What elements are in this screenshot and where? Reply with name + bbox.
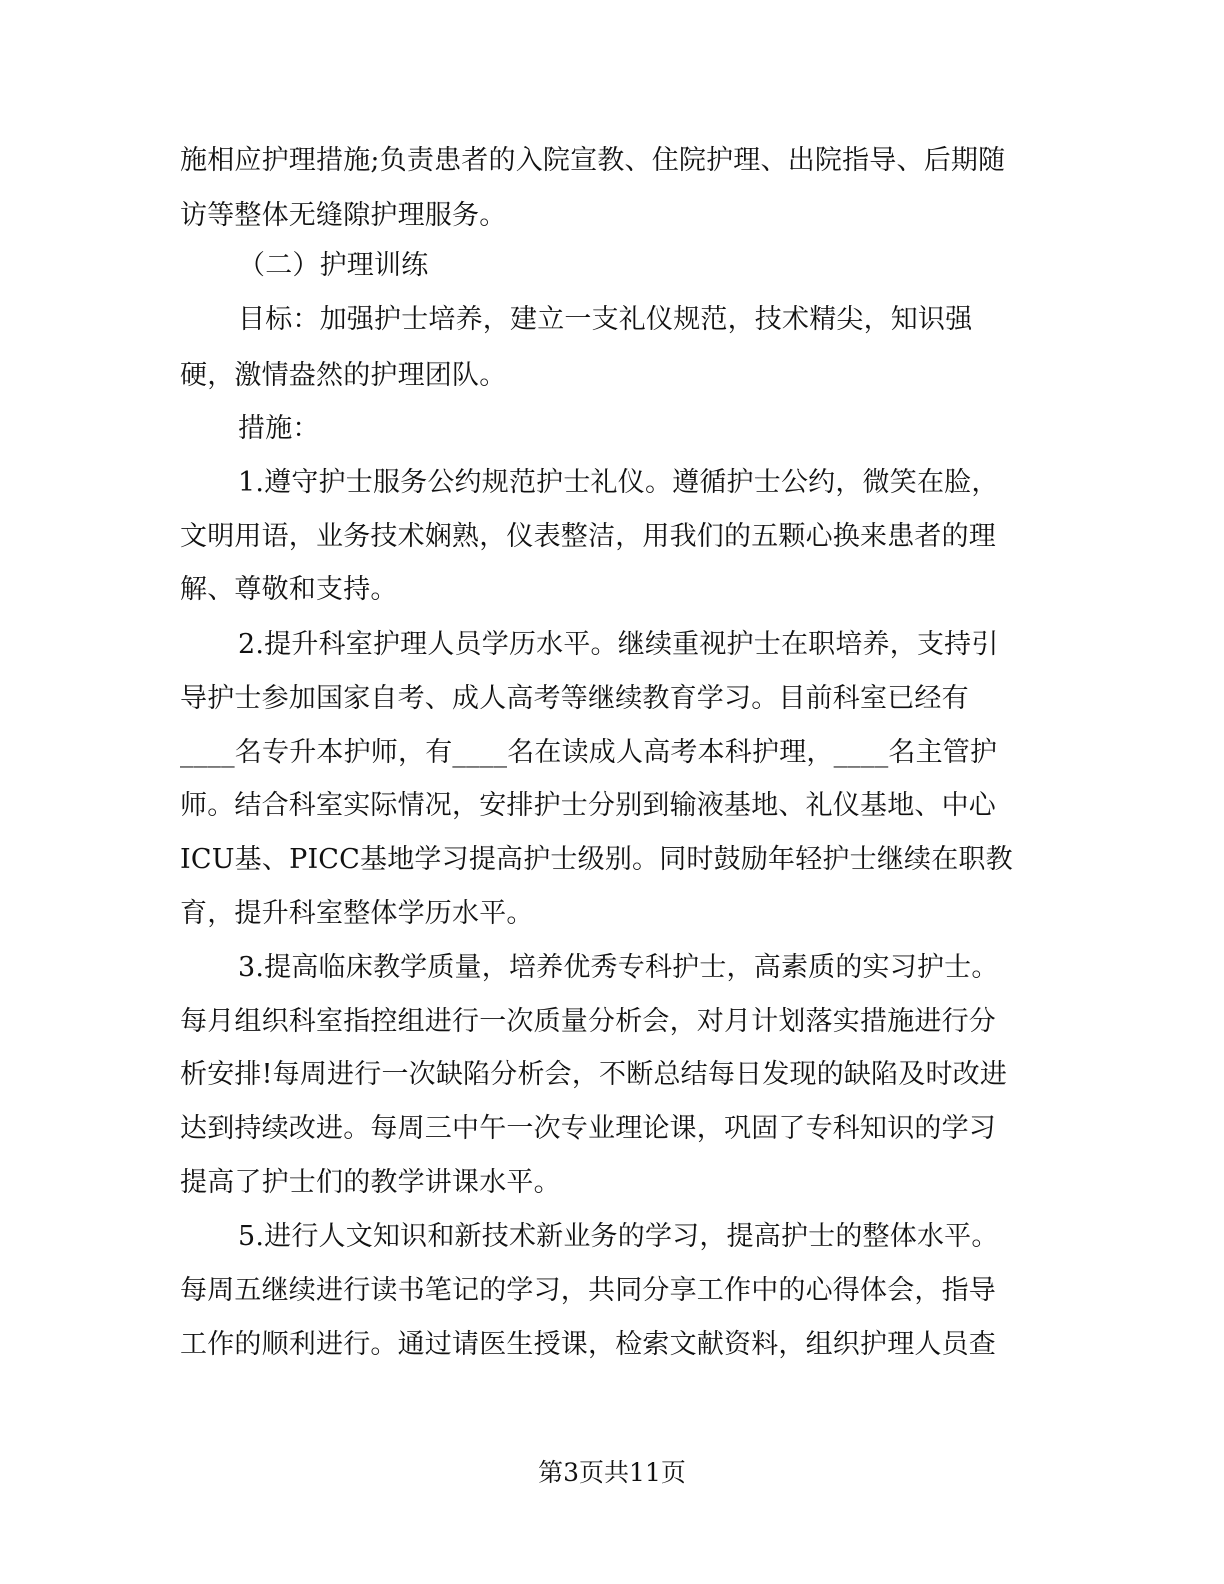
text-line: ICU基、PICC基地学习提高护士级别。同时鼓励年轻护士继续在职教 bbox=[180, 844, 1013, 875]
text-line: 师。结合科室实际情况，安排护士分别到输液基地、礼仪基地、中心 bbox=[180, 790, 996, 821]
text-line: 2.提升科室护理人员学历水平。继续重视护士在职培养，支持引 bbox=[238, 629, 999, 660]
text-line: 达到持续改进。每周三中午一次专业理论课，巩固了专科知识的学习 bbox=[180, 1113, 996, 1144]
text-line: 育，提升科室整体学历水平。 bbox=[180, 898, 534, 929]
text-line: 析安排!每周进行一次缺陷分析会，不断总结每日发现的缺陷及时改进 bbox=[180, 1059, 1008, 1090]
text-line: 文明用语，业务技术娴熟，仪表整洁，用我们的五颗心换来患者的理 bbox=[180, 521, 996, 552]
text-line: 施相应护理措施;负责患者的入院宣教、住院护理、出院指导、后期随 bbox=[180, 145, 1006, 176]
text-line: 访等整体无缝隙护理服务。 bbox=[180, 200, 507, 231]
text-line: 措施： bbox=[238, 413, 320, 444]
text-line: 5.进行人文知识和新技术新业务的学习，提高护士的整体水平。 bbox=[238, 1221, 999, 1252]
text-line: 3.提高临床教学质量，培养优秀专科护士，高素质的实习护士。 bbox=[238, 952, 999, 983]
text-line: ____名专升本护师，有____名在读成人高考本科护理，____名主管护 bbox=[180, 737, 998, 768]
text-line: 每周五继续进行读书笔记的学习，共同分享工作中的心得体会，指导 bbox=[180, 1275, 996, 1306]
section-heading: （二）护理训练 bbox=[238, 250, 429, 281]
text-line: 硬，激情盎然的护理团队。 bbox=[180, 360, 507, 391]
text-line: 导护士参加国家自考、成人高考等继续教育学习。目前科室已经有 bbox=[180, 683, 969, 714]
text-line: 提高了护士们的教学讲课水平。 bbox=[180, 1167, 561, 1198]
text-line: 目标：加强护士培养，建立一支礼仪规范，技术精尖，知识强 bbox=[238, 304, 973, 335]
text-line: 每月组织科室指控组进行一次质量分析会，对月计划落实措施进行分 bbox=[180, 1006, 996, 1037]
page-number-footer: 第3页共11页 bbox=[538, 1458, 686, 1487]
text-line: 1.遵守护士服务公约规范护士礼仪。遵循护士公约，微笑在脸， bbox=[238, 467, 999, 498]
text-line: 工作的顺利进行。通过请医生授课，检索文献资料，组织护理人员查 bbox=[180, 1329, 996, 1360]
text-line: 解、尊敬和支持。 bbox=[180, 574, 398, 605]
